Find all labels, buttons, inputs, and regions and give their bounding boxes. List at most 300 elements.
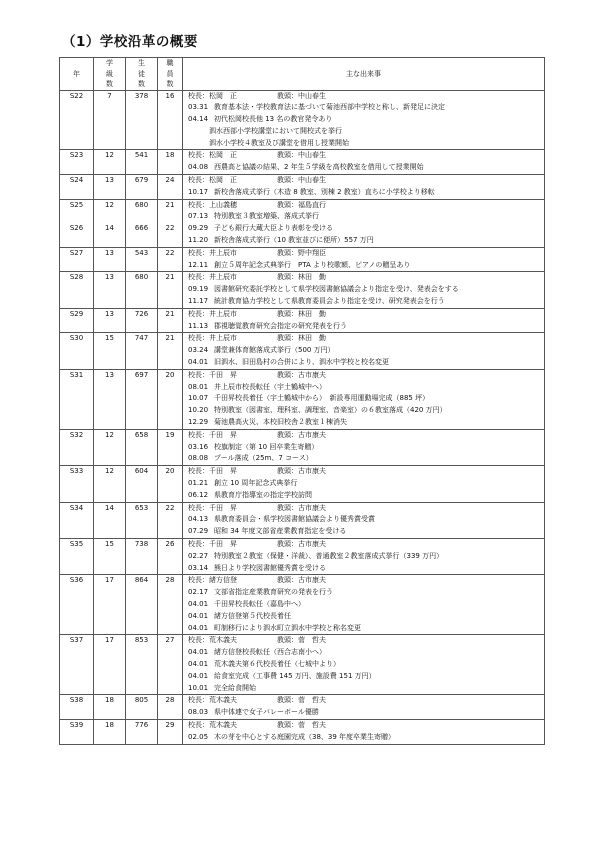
event-text: 緒方信登第５代校長着任 bbox=[214, 611, 291, 620]
year-cell bbox=[60, 369, 94, 429]
staff-value: 22 bbox=[165, 503, 175, 512]
head-teacher-name: 教頭：古市康夫 bbox=[277, 467, 326, 476]
students-cell bbox=[126, 90, 158, 150]
event-line bbox=[183, 345, 544, 357]
header-row bbox=[60, 58, 545, 91]
principal-name: 校長：松岡 正 bbox=[188, 91, 237, 100]
classes-value: 12 bbox=[105, 151, 114, 160]
event-line bbox=[183, 599, 544, 611]
event-text: 菊池農高火災、本校旧校舎２教室１棟消失 bbox=[214, 418, 347, 427]
classes-cell bbox=[94, 538, 126, 574]
head-teacher-name: 教頭：古市康夫 bbox=[277, 539, 326, 548]
table-row bbox=[60, 466, 545, 502]
students-cell bbox=[126, 538, 158, 574]
staff-line bbox=[183, 91, 544, 103]
event-line bbox=[183, 382, 544, 394]
event-line bbox=[183, 162, 544, 174]
staff-cell bbox=[158, 719, 183, 744]
event-line bbox=[183, 126, 544, 138]
event-text: 昭和 34 年度文部省産業教育指定を受ける bbox=[214, 527, 347, 536]
event-text: 井上辰市校長転任（宇土鶴城中へ） bbox=[214, 382, 326, 391]
year-value: S31 bbox=[69, 370, 84, 379]
table-row bbox=[60, 538, 545, 574]
classes-cell bbox=[94, 429, 126, 465]
event-date: 02.17 bbox=[188, 588, 209, 597]
classes-value: 13 bbox=[105, 370, 114, 379]
event-date: 06.12 bbox=[188, 490, 209, 499]
event-line bbox=[183, 187, 544, 199]
event-date: 04.14 bbox=[188, 115, 209, 124]
students-cell bbox=[126, 308, 158, 333]
head-teacher-name: 教頭：林田 勤 bbox=[277, 309, 326, 318]
event-line bbox=[183, 671, 544, 683]
classes-cell bbox=[94, 333, 126, 369]
classes-cell bbox=[94, 90, 126, 150]
classes-cell bbox=[94, 575, 126, 635]
staff-value: 24 bbox=[165, 176, 175, 185]
staff-value: 16 bbox=[165, 91, 175, 100]
event-text: 創立 10 周年記念式典挙行 bbox=[214, 479, 298, 487]
staff-cell bbox=[158, 575, 183, 635]
event-line bbox=[183, 453, 544, 465]
staff-line bbox=[183, 200, 544, 212]
event-line bbox=[183, 732, 544, 744]
event-date: 12.11 bbox=[188, 260, 209, 269]
staff-cell bbox=[158, 635, 183, 695]
event-text: 特別教室２教室（保健・洋裁）、普通教室２教室落成式挙行（339 万円） bbox=[214, 551, 444, 560]
principal-name: 校長：松岡 正 bbox=[188, 176, 237, 185]
staff-cell bbox=[158, 369, 183, 429]
head-teacher-name: 教頭：古市康夫 bbox=[277, 370, 326, 379]
year-value: S23 bbox=[69, 151, 84, 160]
classes-value: 12 bbox=[105, 430, 114, 439]
staff-value: 18 bbox=[165, 151, 175, 160]
classes-cell bbox=[94, 247, 126, 272]
table-row bbox=[60, 247, 545, 272]
classes-value: 15 bbox=[105, 334, 114, 343]
event-line bbox=[183, 490, 544, 502]
students-value: 805 bbox=[134, 696, 149, 705]
staff-line bbox=[183, 272, 544, 284]
classes-value: 15 bbox=[105, 539, 114, 548]
event-text: 教育基本法・学校教育法に基づいて菊池西部中学校と称し、新発足に決定 bbox=[214, 103, 445, 112]
event-date: 02.27 bbox=[188, 551, 209, 560]
event-date: 07.29 bbox=[188, 527, 209, 536]
event-line bbox=[183, 296, 544, 308]
history-table bbox=[59, 57, 545, 745]
event-line bbox=[183, 284, 544, 296]
header-students: 生 徒 数 bbox=[126, 58, 158, 91]
year-value: S30 bbox=[69, 334, 84, 343]
principal-name: 校長：松岡 正 bbox=[188, 151, 237, 160]
staff-cell bbox=[158, 175, 183, 200]
event-line bbox=[183, 102, 544, 114]
event-date: 11.17 bbox=[188, 297, 209, 306]
students-value: 853 bbox=[134, 636, 149, 645]
students-cell bbox=[126, 333, 158, 369]
year-value: S35 bbox=[69, 539, 84, 548]
events-cell bbox=[183, 272, 545, 308]
staff-cell bbox=[158, 695, 183, 720]
events-cell bbox=[183, 199, 545, 247]
principal-name: 校長：井上辰市 bbox=[188, 309, 237, 318]
events-cell bbox=[183, 575, 545, 635]
staff-line bbox=[183, 150, 544, 162]
staff-cell bbox=[158, 272, 183, 308]
event-text: 統計教育協力学校として県教育委員会より指定を受け、研究発表会を行う bbox=[214, 297, 445, 306]
events-cell bbox=[183, 502, 545, 538]
staff-line bbox=[183, 309, 544, 321]
students-value: 864 bbox=[134, 576, 149, 585]
events-cell bbox=[183, 247, 545, 272]
event-date: 04.01 bbox=[188, 358, 209, 367]
staff-line bbox=[183, 333, 544, 345]
event-date: 08.03 bbox=[188, 708, 209, 717]
students-value: 747 bbox=[134, 334, 149, 343]
students-value: 543 bbox=[134, 248, 149, 257]
year-cell bbox=[60, 466, 94, 502]
staff-cell bbox=[158, 538, 183, 574]
event-date: 10.17 bbox=[188, 187, 209, 196]
staff-line bbox=[183, 539, 544, 551]
event-line bbox=[183, 223, 544, 235]
classes-value: 7 bbox=[107, 91, 112, 100]
year-value: S34 bbox=[69, 503, 84, 512]
students-value: 680 bbox=[134, 200, 149, 209]
classes-value: 14 bbox=[105, 224, 114, 233]
event-text: 特別教室３教室増築、落成式挙行 bbox=[214, 212, 319, 221]
event-text: プール落成（25m、7 コース） bbox=[214, 454, 313, 463]
staff-value: 21 bbox=[165, 273, 175, 282]
table-row bbox=[60, 502, 545, 538]
students-cell bbox=[126, 466, 158, 502]
event-text: 旧泗水、旧田島村の合併により、泗水中学校と校名変更 bbox=[214, 358, 389, 367]
students-value: 776 bbox=[134, 720, 149, 729]
year-cell bbox=[60, 538, 94, 574]
event-line bbox=[183, 393, 544, 405]
event-date: 03.16 bbox=[188, 442, 209, 451]
table-row bbox=[60, 575, 545, 635]
header-staff: 職 員 数 bbox=[158, 58, 183, 91]
event-line bbox=[183, 647, 544, 659]
classes-value: 17 bbox=[105, 636, 114, 645]
event-date: 07.13 bbox=[188, 212, 209, 221]
staff-line bbox=[183, 175, 544, 187]
event-line bbox=[183, 114, 544, 126]
event-text: 新校舎落成式挙行（10 教室並びに便所）557 万円 bbox=[214, 236, 374, 245]
table-row bbox=[60, 429, 545, 465]
events-cell bbox=[183, 466, 545, 502]
event-text: 泗水西部小学校講堂において開校式を挙行 bbox=[209, 126, 342, 135]
students-cell bbox=[126, 150, 158, 175]
event-line bbox=[183, 235, 544, 247]
event-text: 木の芽を中心とする庭園完成（38、39 年度卒業生寄贈） bbox=[214, 732, 396, 741]
events-cell bbox=[183, 150, 545, 175]
staff-cell bbox=[158, 90, 183, 150]
classes-value: 18 bbox=[105, 696, 114, 705]
events-cell bbox=[183, 429, 545, 465]
event-text: 文部省指定産業教育研究の発表を行う bbox=[214, 588, 333, 597]
header-year: 年 bbox=[60, 58, 94, 91]
year-cell bbox=[60, 175, 94, 200]
classes-cell bbox=[94, 502, 126, 538]
classes-value: 13 bbox=[105, 309, 114, 318]
event-text: 泗水小学校４教室及び講堂を借用し授業開始 bbox=[209, 138, 349, 147]
year-cell bbox=[60, 272, 94, 308]
event-line bbox=[183, 707, 544, 719]
classes-cell bbox=[94, 199, 126, 247]
event-date: 10.01 bbox=[188, 683, 209, 692]
students-cell bbox=[126, 502, 158, 538]
students-value: 679 bbox=[134, 176, 149, 185]
head-teacher-name: 教頭：古市康夫 bbox=[277, 576, 326, 585]
events-cell bbox=[183, 90, 545, 150]
year-cell bbox=[60, 308, 94, 333]
classes-cell bbox=[94, 466, 126, 502]
students-value: 738 bbox=[134, 539, 149, 548]
event-date: 08.01 bbox=[188, 382, 209, 391]
event-date: 11.13 bbox=[188, 321, 209, 330]
event-date: 08.08 bbox=[188, 454, 209, 463]
event-text: 県教育委員会・県学校図書館協議会より優秀賞受賞 bbox=[214, 515, 375, 524]
students-cell bbox=[126, 272, 158, 308]
events-cell bbox=[183, 635, 545, 695]
year-cell bbox=[60, 247, 94, 272]
students-cell bbox=[126, 575, 158, 635]
event-text: 町制移行により泗水町立泗水中学校と称名変更 bbox=[214, 623, 361, 632]
staff-value: 22 bbox=[165, 224, 175, 233]
table-row bbox=[60, 719, 545, 744]
event-line bbox=[183, 442, 544, 454]
year-cell bbox=[60, 333, 94, 369]
classes-cell bbox=[94, 150, 126, 175]
staff-cell bbox=[158, 199, 183, 247]
students-cell bbox=[126, 247, 158, 272]
table-row bbox=[60, 695, 545, 720]
event-line bbox=[183, 321, 544, 333]
staff-cell bbox=[158, 502, 183, 538]
principal-name: 校長：千田 昇 bbox=[188, 539, 237, 548]
event-text: 熊日より学校図書館優秀賞を受ける bbox=[214, 563, 326, 572]
head-teacher-name: 教頭：中山春生 bbox=[277, 176, 326, 185]
students-value: 378 bbox=[134, 91, 149, 100]
year-value: S33 bbox=[69, 467, 84, 476]
staff-cell bbox=[158, 429, 183, 465]
staff-value: 20 bbox=[165, 467, 175, 476]
event-text: 子ども銀行大蔵大臣より表彰を受ける bbox=[214, 224, 333, 233]
students-value: 680 bbox=[134, 273, 149, 282]
staff-cell bbox=[158, 150, 183, 175]
classes-cell bbox=[94, 175, 126, 200]
classes-cell bbox=[94, 695, 126, 720]
event-line bbox=[183, 611, 544, 623]
event-date: 04.01 bbox=[188, 659, 209, 668]
year-cell bbox=[60, 150, 94, 175]
year-value: S24 bbox=[69, 176, 84, 185]
event-date: 04.01 bbox=[188, 623, 209, 632]
classes-cell bbox=[94, 635, 126, 695]
year-value: S38 bbox=[69, 696, 84, 705]
header-classes: 学 級 数 bbox=[94, 58, 126, 91]
classes-value: 14 bbox=[105, 503, 114, 512]
event-text: 創立５周年記念式典挙行 PTA より校歌額、ピアノの贈呈あり bbox=[214, 260, 411, 269]
classes-value: 13 bbox=[105, 176, 114, 185]
year-cell bbox=[60, 90, 94, 150]
event-text: 千田昇校長転任（嘉島中へ） bbox=[214, 599, 305, 608]
year-value: S36 bbox=[69, 576, 84, 585]
staff-value: 19 bbox=[165, 430, 175, 439]
table-row bbox=[60, 175, 545, 200]
staff-value: 21 bbox=[165, 309, 175, 318]
principal-name: 校長：千田 昇 bbox=[188, 430, 237, 439]
year-cell bbox=[60, 502, 94, 538]
table-row bbox=[60, 272, 545, 308]
classes-value: 13 bbox=[105, 273, 114, 282]
classes-value: 12 bbox=[105, 467, 114, 476]
event-line bbox=[183, 659, 544, 671]
event-date: 02.05 bbox=[188, 732, 209, 741]
head-teacher-name: 教頭：林田 勤 bbox=[277, 273, 326, 282]
staff-value: 28 bbox=[165, 696, 175, 705]
students-cell bbox=[126, 199, 158, 247]
event-date: 03.31 bbox=[188, 103, 209, 112]
event-line bbox=[183, 623, 544, 635]
students-value: 541 bbox=[134, 151, 149, 160]
event-line bbox=[183, 211, 544, 223]
year-cell bbox=[60, 635, 94, 695]
event-text: 県教育庁指導室の指定学校訪問 bbox=[214, 490, 312, 499]
staff-value: 21 bbox=[165, 334, 175, 343]
event-date: 03.14 bbox=[188, 563, 209, 572]
event-line bbox=[183, 417, 544, 429]
principal-name: 校長：千田 昇 bbox=[188, 467, 237, 476]
staff-line bbox=[183, 248, 544, 260]
page-title: （1）学校沿革の概要 bbox=[62, 34, 198, 50]
events-cell bbox=[183, 695, 545, 720]
event-text: 初代松岡校長他 13 名の教官発令あり bbox=[214, 115, 333, 124]
staff-value: 22 bbox=[165, 248, 175, 257]
event-date: 04.01 bbox=[188, 599, 209, 608]
table-row bbox=[60, 635, 545, 695]
event-text: 完全給食開始 bbox=[214, 683, 256, 692]
table-row bbox=[60, 369, 545, 429]
students-cell bbox=[126, 695, 158, 720]
head-teacher-name: 教頭：古市康夫 bbox=[277, 503, 326, 512]
principal-name: 校長：荒木義夫 bbox=[188, 696, 237, 705]
year-cell bbox=[60, 429, 94, 465]
students-cell bbox=[126, 719, 158, 744]
year-value: S32 bbox=[69, 430, 84, 439]
classes-cell bbox=[94, 272, 126, 308]
event-date: 10.20 bbox=[188, 406, 209, 415]
students-cell bbox=[126, 175, 158, 200]
staff-line bbox=[183, 575, 544, 587]
year-value: S27 bbox=[69, 248, 84, 257]
event-text: 特別教室（図書室、理科室、調理室、音楽室）の６教室落成（420 万円） bbox=[214, 406, 447, 415]
events-cell bbox=[183, 333, 545, 369]
table-row bbox=[60, 199, 545, 247]
head-teacher-name: 教頭：中山春生 bbox=[277, 91, 326, 100]
principal-name: 校長：井上辰市 bbox=[188, 273, 237, 282]
event-line bbox=[183, 526, 544, 538]
head-teacher-name: 教頭：菅 哲夫 bbox=[277, 696, 326, 705]
events-cell bbox=[183, 719, 545, 744]
principal-name: 校長：荒木義夫 bbox=[188, 720, 237, 729]
staff-line bbox=[183, 370, 544, 382]
principal-name: 校長：上山義穂 bbox=[188, 200, 237, 209]
staff-line bbox=[183, 466, 544, 478]
classes-cell bbox=[94, 308, 126, 333]
event-line bbox=[183, 551, 544, 563]
event-date: 04.08 bbox=[188, 163, 209, 172]
event-text: 校旗制定（第 10 回卒業生寄贈） bbox=[214, 442, 319, 451]
classes-cell bbox=[94, 369, 126, 429]
principal-name: 校長：千田 昇 bbox=[188, 370, 237, 379]
staff-cell bbox=[158, 466, 183, 502]
event-text: 千田昇校長着任（宇土鶴城中から） 新設専用運動場完成（885 坪） bbox=[214, 394, 430, 403]
year-cell bbox=[60, 695, 94, 720]
students-value: 658 bbox=[134, 430, 149, 439]
year-value: S26 bbox=[69, 224, 84, 233]
event-line bbox=[183, 514, 544, 526]
staff-line bbox=[183, 503, 544, 515]
event-text: 県中体連で女子バレーボール優勝 bbox=[214, 708, 319, 717]
staff-value: 28 bbox=[165, 576, 175, 585]
principal-name: 校長：井上辰市 bbox=[188, 334, 237, 343]
header-events: 主な出来事 bbox=[183, 58, 545, 91]
principal-name: 校長：荒木義夫 bbox=[188, 636, 237, 645]
events-cell bbox=[183, 369, 545, 429]
year-value: S29 bbox=[69, 309, 84, 318]
event-date: 12.29 bbox=[188, 418, 209, 427]
classes-value: 17 bbox=[105, 576, 114, 585]
head-teacher-name: 教頭：菅 哲夫 bbox=[277, 720, 326, 729]
event-date: 04.01 bbox=[188, 611, 209, 620]
students-cell bbox=[126, 635, 158, 695]
year-value: S28 bbox=[69, 273, 84, 282]
staff-value: 20 bbox=[165, 370, 175, 379]
event-date: 11.20 bbox=[188, 236, 209, 245]
table-row bbox=[60, 308, 545, 333]
students-value: 604 bbox=[134, 467, 149, 476]
year-value: S39 bbox=[69, 720, 84, 729]
students-value: 726 bbox=[134, 309, 149, 318]
classes-value: 12 bbox=[105, 200, 114, 209]
classes-cell bbox=[94, 719, 126, 744]
events-cell bbox=[183, 175, 545, 200]
event-line bbox=[183, 563, 544, 575]
staff-line bbox=[183, 695, 544, 707]
principal-name: 校長：千田 昇 bbox=[188, 503, 237, 512]
event-line bbox=[183, 587, 544, 599]
event-text: 西農高と協議の結果、2 年生５学級を高校教室を借用して授業開始 bbox=[214, 163, 424, 172]
year-value: S25 bbox=[69, 200, 84, 209]
year-cell bbox=[60, 575, 94, 635]
event-line bbox=[183, 138, 544, 150]
events-cell bbox=[183, 308, 545, 333]
event-line bbox=[183, 260, 544, 272]
event-text: 新校舎落成式挙行（木造 8 教室、別棟 2 教室）直ちに小学校より移転 bbox=[214, 187, 435, 196]
staff-value: 26 bbox=[165, 539, 175, 548]
event-text: 緒方信登校長転任（西合志南小へ） bbox=[214, 648, 326, 657]
event-date: 04.01 bbox=[188, 648, 209, 657]
event-line bbox=[183, 405, 544, 417]
head-teacher-name: 教頭：古市康夫 bbox=[277, 430, 326, 439]
principal-name: 校長：緒方信登 bbox=[188, 576, 237, 585]
event-line bbox=[183, 478, 544, 490]
year-cell bbox=[60, 199, 94, 247]
head-teacher-name: 教頭：菅 哲夫 bbox=[277, 636, 326, 645]
